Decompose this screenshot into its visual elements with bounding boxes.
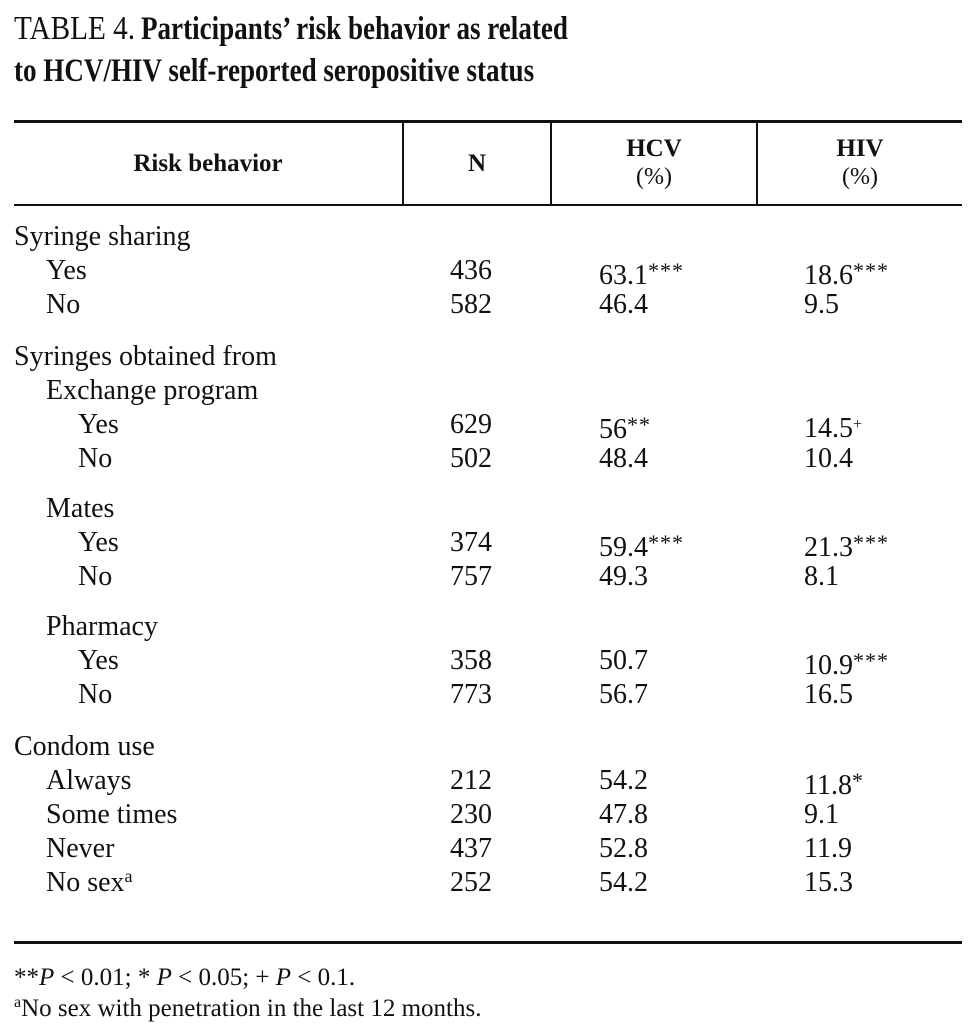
table-row [14, 832, 962, 866]
cell-n: 629 [450, 409, 492, 440]
cell-n: 757 [450, 561, 492, 592]
table-row [14, 408, 962, 445]
table-number: TABLE 4. [14, 10, 136, 47]
footnote-marker: a [14, 994, 22, 1011]
cell-n: 252 [450, 867, 492, 898]
cell-n: 212 [450, 765, 492, 796]
subsection-heading [14, 374, 962, 408]
subsection-heading [14, 492, 962, 526]
table-body [14, 220, 962, 900]
cell-value: 63.1 [599, 260, 648, 291]
section-gap [14, 594, 962, 610]
cell-hiv: 8.1 [804, 561, 839, 592]
cell-hcv: 50.7 [599, 645, 648, 676]
header-risk-label: Risk behavior [133, 149, 283, 177]
cell-hiv: 9.5 [804, 289, 839, 320]
cell-hiv: 9.1 [804, 799, 839, 830]
row-label-text: No sex [46, 867, 125, 898]
cell-value: 10.9 [804, 650, 853, 681]
footnote-significance [14, 962, 481, 993]
section-heading [14, 340, 962, 374]
cell-value: 11.8 [804, 770, 852, 801]
row-label: Some times [46, 799, 178, 830]
header-hiv-label: HIV [836, 135, 884, 162]
cell-value: 59.4 [599, 532, 648, 563]
row-label: Condom use [14, 731, 155, 762]
table-row [14, 560, 962, 594]
table-header [14, 122, 962, 204]
header-hiv [758, 122, 962, 204]
row-label: Syringe sharing [14, 221, 191, 252]
table-row [14, 678, 962, 712]
significance-mark: *** [853, 258, 889, 283]
header-hcv-label: HCV [626, 135, 682, 162]
p-symbol: P [156, 964, 172, 991]
cell-n: 773 [450, 679, 492, 710]
row-label: Yes [78, 409, 119, 440]
cell-value: 21.3 [804, 532, 853, 563]
table-footnotes [14, 962, 481, 1024]
significance-mark: *** [648, 258, 684, 283]
row-label: Yes [78, 645, 119, 676]
cell-value: 56 [599, 414, 627, 445]
cell-hcv: 54.2 [599, 765, 648, 796]
cell-hcv: 56.7 [599, 679, 648, 710]
header-n-label: N [467, 149, 487, 177]
row-label: Yes [46, 255, 87, 286]
section-gap [14, 322, 962, 340]
footnote-text: < 0.05; + [171, 964, 276, 991]
row-label: Yes [78, 527, 119, 558]
row-label: No [78, 443, 113, 474]
cell-hiv: 11.9 [804, 833, 852, 864]
table-row [14, 254, 962, 291]
header-hcv [552, 122, 756, 204]
section-heading [14, 730, 962, 764]
significance-mark: ** [627, 412, 651, 437]
cell-n: 230 [450, 799, 492, 830]
section-heading [14, 220, 962, 254]
header-hcv-unit: (%) [636, 164, 672, 190]
cell-n: 437 [450, 833, 492, 864]
row-label: Never [46, 833, 115, 864]
table-title [14, 10, 964, 95]
row-label: Pharmacy [46, 611, 158, 642]
cell-n: 502 [450, 443, 492, 474]
footnote-symbol: ** [14, 964, 39, 991]
section-gap [14, 712, 962, 730]
footnote-marker: a [124, 866, 133, 886]
cell-n: 582 [450, 289, 492, 320]
header-risk-behavior [14, 122, 402, 204]
footnote-a [14, 993, 481, 1024]
row-label: No [46, 289, 81, 320]
table-row [14, 526, 962, 563]
cell-hiv: 16.5 [804, 679, 853, 710]
row-label: No [78, 561, 113, 592]
cell-value: 18.6 [804, 260, 853, 291]
title-line-1 [14, 10, 964, 53]
table-row [14, 288, 962, 322]
significance-mark: *** [853, 648, 889, 673]
significance-mark: *** [853, 530, 889, 555]
row-label: Syringes obtained from [14, 341, 277, 372]
row-label: No [78, 679, 113, 710]
cell-hiv: 10.4 [804, 443, 853, 474]
cell-hiv: 15.3 [804, 867, 853, 898]
p-symbol: P [39, 964, 55, 991]
header-rule [14, 204, 962, 206]
cell-hcv: 48.4 [599, 443, 648, 474]
significance-mark: *** [648, 530, 684, 555]
title-line-2 [14, 53, 964, 95]
cell-hcv: 54.2 [599, 867, 648, 898]
footnote-text: < 0.01; * [54, 964, 157, 991]
cell-n: 436 [450, 255, 492, 286]
table-row [14, 764, 962, 801]
significance-mark: * [851, 768, 864, 793]
title-text-1: Participants’ risk behavior as related [140, 11, 568, 47]
cell-hcv: 47.8 [599, 799, 648, 830]
cell-hcv: 46.4 [599, 289, 648, 320]
table-row [14, 442, 962, 476]
table-row [14, 866, 962, 900]
row-label: Mates [46, 493, 115, 524]
cell-hcv: 49.3 [599, 561, 648, 592]
table-row [14, 644, 962, 681]
row-label: Exchange program [46, 375, 259, 406]
footnote-text: < 0.1. [291, 964, 356, 991]
cell-n: 374 [450, 527, 492, 558]
cell-hiv [804, 408, 862, 446]
cell-value: 14.5 [804, 413, 853, 444]
header-n [404, 122, 550, 204]
table-page [14, 10, 964, 1022]
row-label [46, 866, 133, 900]
bottom-rule [14, 941, 962, 944]
p-symbol: P [275, 964, 292, 991]
section-gap [14, 476, 962, 492]
significance-mark: + [853, 416, 863, 433]
cell-hcv: 52.8 [599, 833, 648, 864]
subsection-heading [14, 610, 962, 644]
row-label: Always [46, 765, 132, 796]
footnote-text: No sex with penetration in the last 12 months. [21, 995, 482, 1022]
table-row [14, 798, 962, 832]
title-text-2: to HCV/HIV self-reported seropositive status [14, 53, 535, 89]
header-hiv-unit: (%) [842, 164, 878, 190]
cell-n: 358 [450, 645, 492, 676]
